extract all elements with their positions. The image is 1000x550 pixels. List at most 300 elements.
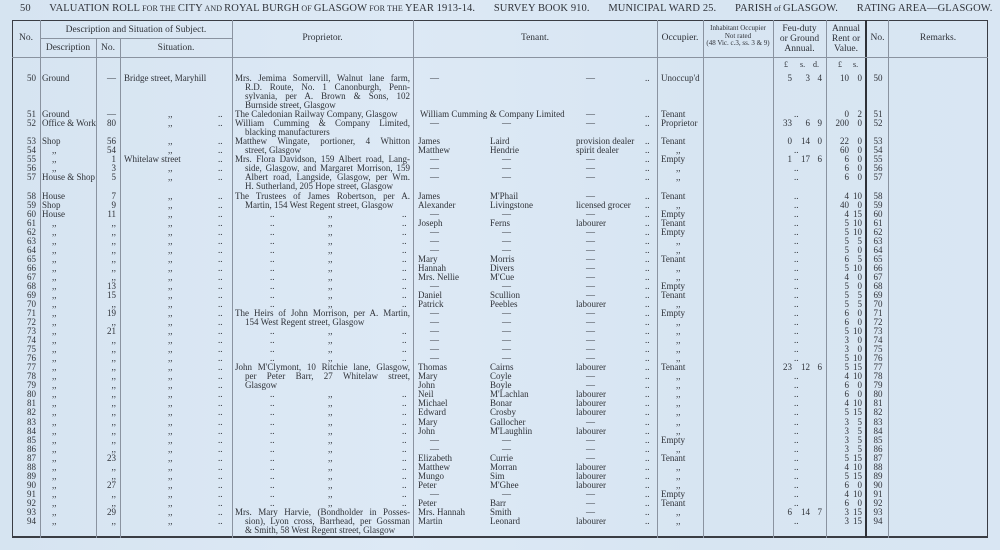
occupier: Tenant (661, 497, 686, 508)
tenant-dots: .. (645, 479, 650, 490)
situation: ,, (168, 497, 173, 508)
tenant-first-name: Matthew (418, 461, 450, 472)
situation: ,, (168, 308, 173, 319)
rent-shillings: 10 (853, 226, 862, 237)
tenant-surname: — (502, 172, 511, 183)
proprietor-line: Glasgow (245, 380, 277, 391)
entry-number: 89 (27, 470, 36, 481)
proprietor-ditto-mark: ,, (328, 226, 333, 237)
proprietor-ditto-dots: .. (270, 344, 275, 355)
header-no: No. (19, 33, 33, 43)
feu-pounds: 1 (787, 154, 792, 165)
street-number: ,, (111, 217, 116, 228)
situation-dots: .. (218, 488, 223, 499)
column-divider (40, 20, 41, 538)
proprietor-ditto-dots: .. (402, 407, 407, 418)
situation: ,, (168, 226, 173, 237)
feu-empty: .. (794, 479, 799, 490)
feu-shillings: 17 (801, 154, 810, 165)
rent-shillings: 0 (857, 172, 862, 183)
rent-shillings: 15 (853, 362, 862, 373)
situation-dots: .. (218, 154, 223, 165)
tenant-occupation: — (586, 380, 595, 391)
situation: ,, (168, 362, 173, 373)
proprietor-ditto-dots: .. (270, 479, 275, 490)
rent-shillings: 0 (857, 280, 862, 291)
proprietor-ditto-mark: ,, (328, 461, 333, 472)
proprietor-ditto-mark: ,, (328, 407, 333, 418)
description: ,, (52, 389, 57, 400)
tenant-first-name: Martin (418, 515, 443, 526)
situation-dots: .. (218, 217, 223, 228)
feu-empty: .. (794, 497, 799, 508)
tenant-surname: — (502, 488, 511, 499)
entry-number-right: 74 (873, 335, 883, 346)
tenant-occupation: — (586, 506, 595, 517)
entry-number: 61 (27, 217, 36, 228)
feu-empty: .. (794, 308, 799, 319)
proprietor-line: side, Glasgow, and Margaret Morrison, 159 (245, 163, 410, 174)
entry-number: 88 (27, 461, 36, 472)
proprietor-line: Mrs. Flora Davidson, 159 Albert road, Lang- (235, 154, 410, 165)
tenant-occupation: — (586, 163, 595, 174)
feu-empty: .. (794, 317, 799, 328)
entry-number-right: 60 (873, 208, 883, 219)
tenant-occupation: spirit dealer (576, 145, 619, 156)
situation: ,, (168, 244, 173, 255)
tenant-first-name: Daniel (418, 289, 442, 300)
street-number: ,, (111, 271, 116, 282)
rent-shillings: 0 (857, 73, 862, 83)
description: ,, (52, 253, 57, 264)
tenant-first-name: — (430, 326, 439, 337)
proprietor-ditto-mark: ,, (328, 344, 333, 355)
unit-shillings: s. (853, 60, 859, 69)
occupier: ,, (676, 470, 681, 481)
entry-number: 86 (27, 443, 36, 454)
proprietor-line: John M'Clymont, 10 Ritchie lane, Glasgow, (235, 362, 410, 373)
entry-number: 73 (27, 326, 36, 337)
description: ,, (52, 434, 57, 445)
proprietor-ditto-dots: .. (270, 497, 275, 508)
header-number: No. (101, 43, 115, 53)
tenant-first-name: — (430, 308, 439, 319)
occupier: ,, (676, 299, 681, 309)
entry-number: 91 (27, 488, 36, 499)
tenant-dots: .. (645, 208, 650, 219)
proprietor-ditto-mark: ,, (328, 262, 333, 273)
feu-pence: 4 (817, 73, 822, 83)
entry-number: 90 (27, 479, 36, 490)
column-divider-thick (865, 20, 867, 538)
tenant-occupation: — (586, 289, 595, 300)
proprietor-line: blacking manufacturers (245, 127, 330, 138)
entry-number: 78 (27, 371, 36, 382)
feu-empty: .. (794, 289, 799, 300)
tenant-dots: .. (645, 299, 650, 309)
tenant-occupation: labourer (576, 425, 606, 436)
situation: ,, (168, 280, 173, 291)
situation-dots: .. (218, 118, 223, 129)
tenant-dots: .. (645, 434, 650, 445)
proprietor-line: William Cumming & Company Limited, (235, 118, 410, 129)
rent-pounds: 4 (844, 271, 849, 282)
proprietor-line: Mrs. Mary Harvie, (Bondholder in Posses- (235, 506, 410, 517)
proprietor-ditto-dots: .. (402, 262, 407, 273)
proprietor-ditto-dots: .. (270, 253, 275, 264)
feu-shillings: 6 (805, 118, 810, 129)
rent-pounds: 5 (844, 299, 849, 309)
tenant-first-name: Elizabeth (418, 452, 452, 463)
street-number: 3 (111, 163, 116, 174)
header-line: Rent or (831, 34, 861, 44)
tenant-occupation: — (586, 253, 595, 264)
tenant-dots: .. (645, 308, 650, 319)
rent-pounds: 3 (844, 434, 849, 445)
entry-number: 70 (27, 299, 36, 309)
tenant-first-name: Edward (418, 407, 446, 418)
occupier: ,, (676, 425, 681, 436)
entry-number-right: 51 (873, 109, 883, 120)
rent-shillings: 5 (857, 299, 862, 309)
proprietor-ditto-dots: .. (402, 497, 407, 508)
rent-pounds: 10 (840, 73, 849, 83)
feu-pounds: 33 (783, 118, 792, 129)
proprietor-ditto-dots: .. (402, 226, 407, 237)
tenant-surname: — (502, 434, 511, 445)
proprietor-ditto-dots: .. (270, 271, 275, 282)
header-tenant: Tenant. (520, 33, 550, 43)
occupier: Empty (661, 208, 685, 219)
proprietor-ditto-dots: .. (402, 416, 407, 427)
occupier: ,, (676, 479, 681, 490)
feu-empty: .. (794, 461, 799, 472)
tenant-dots: .. (645, 118, 650, 129)
description: ,, (52, 461, 57, 472)
tenant-first-name: James (418, 190, 440, 201)
feu-empty: .. (794, 326, 799, 337)
tenant-surname: — (502, 308, 511, 319)
proprietor-ditto-mark: ,, (328, 271, 333, 282)
feu-empty: .. (794, 163, 799, 174)
rent-pounds: 5 (844, 262, 849, 273)
tenant-dots: .. (645, 515, 650, 526)
rent-pounds: 3 (844, 425, 849, 436)
description: ,, (52, 398, 57, 409)
occupier: Empty (661, 308, 685, 319)
occupier: Unoccup'd (661, 73, 700, 83)
rent-shillings: 0 (857, 308, 862, 319)
entry-number: 93 (27, 506, 36, 517)
tenant-occupation: labourer (576, 407, 606, 418)
situation: ,, (168, 398, 173, 409)
description: ,, (52, 470, 57, 481)
proprietor-ditto-dots: .. (270, 335, 275, 346)
proprietor-ditto-dots: .. (270, 280, 275, 291)
situation: Bridge street, Maryhill (124, 73, 207, 83)
description: ,, (52, 217, 57, 228)
proprietor-ditto-dots: .. (402, 389, 407, 400)
tenant-surname: — (502, 208, 511, 219)
proprietor-ditto-mark: ,, (328, 434, 333, 445)
survey-book: SURVEY BOOK 910. (493, 3, 590, 14)
proprietor-ditto-dots: .. (402, 289, 407, 300)
entry-number-right: 72 (873, 317, 883, 328)
rent-shillings: 0 (857, 145, 862, 156)
proprietor-ditto-dots: .. (270, 208, 275, 219)
feu-shillings: 12 (801, 362, 810, 373)
situation-dots: .. (218, 497, 223, 508)
tenant-surname: Sim (490, 470, 505, 481)
street-number: 11 (107, 208, 116, 219)
header-line: Annual (832, 24, 860, 34)
tenant-surname: Livingstone (490, 199, 533, 210)
entry-number: 63 (27, 235, 36, 246)
tenant-first-name: Matthew (418, 145, 450, 156)
rent-pounds: 6 (844, 497, 849, 508)
feu-empty: .. (794, 407, 799, 418)
occupier: ,, (676, 443, 681, 454)
page-number: 50 (20, 3, 31, 14)
entry-number: 52 (27, 118, 36, 129)
tenant-surname: Smith (490, 506, 512, 517)
tenant-dots: .. (645, 145, 650, 156)
rent-shillings: 15 (853, 208, 862, 219)
tenant-surname: — (502, 118, 511, 129)
situation: ,, (168, 416, 173, 427)
occupier: ,, (676, 271, 681, 282)
column-divider (657, 20, 658, 538)
situation: ,, (168, 470, 173, 481)
description: ,, (52, 271, 57, 282)
situation-dots: .. (218, 443, 223, 454)
proprietor-line: Burnside street, Glasgow (245, 100, 336, 111)
rent-shillings: 0 (857, 154, 862, 165)
proprietor-ditto-dots: .. (402, 208, 407, 219)
street-number: 1 (111, 154, 116, 165)
tenant-dots: .. (645, 73, 650, 83)
header-description: Description (45, 43, 91, 53)
title-word: YEAR 1913-14. (404, 3, 476, 14)
entry-number: 82 (27, 407, 36, 418)
header-inhabitant-occupier (703, 25, 773, 48)
tenant-surname: Ferns (490, 217, 510, 228)
proprietor-ditto-dots: .. (402, 443, 407, 454)
tenant-occupation: labourer (576, 479, 606, 490)
proprietor-ditto-mark: ,, (328, 253, 333, 264)
column-divider (96, 38, 97, 538)
tenant-name: William Cumming & Company Limited (420, 109, 565, 120)
entry-number-right: 71 (873, 308, 883, 319)
situation: ,, (168, 506, 173, 517)
tenant-surname: — (502, 235, 511, 246)
feu-pounds: 6 (787, 506, 792, 517)
tenant-first-name: Michael (418, 398, 448, 409)
tenant-first-name: — (430, 344, 439, 355)
situation-dots: .. (218, 226, 223, 237)
situation: ,, (168, 407, 173, 418)
entry-number: 60 (27, 208, 36, 219)
tenant-surname: M'Laughlin (490, 425, 533, 436)
entry-number-right: 56 (873, 163, 883, 174)
tenant-first-name: — (430, 335, 439, 346)
proprietor-ditto-dots: .. (402, 425, 407, 436)
street-number: ,, (111, 488, 116, 499)
tenant-surname: — (502, 344, 511, 355)
proprietor-line: & Smith, 58 West Regent street, Glasgow (245, 525, 396, 535)
rent-shillings: 15 (853, 452, 862, 463)
tenant-surname: Barr (490, 497, 506, 508)
feu-empty: .. (794, 488, 799, 499)
occupier: ,, (676, 506, 681, 517)
entry-number: 64 (27, 244, 36, 255)
feu-empty: .. (794, 416, 799, 427)
tenant-first-name: Mrs. Hannah (418, 506, 465, 517)
situation-dots: .. (218, 398, 223, 409)
tenant-first-name: — (430, 434, 439, 445)
proprietor-ditto-dots: .. (270, 389, 275, 400)
tenant-occupation: — (586, 353, 595, 364)
parish (735, 3, 838, 14)
entry-number-right: 64 (873, 244, 883, 255)
tenant-dots: .. (645, 136, 650, 147)
description: ,, (52, 371, 57, 382)
tenant-occupation: labourer (576, 461, 606, 472)
header-line: Value. (833, 44, 858, 54)
rent-shillings: 10 (853, 461, 862, 472)
occupier: ,, (676, 416, 681, 427)
occupier: ,, (676, 163, 681, 174)
tenant-dots: .. (645, 244, 650, 255)
rent-pounds: 5 (844, 353, 849, 364)
tenant-occupation: — (586, 172, 595, 183)
entry-number: 68 (27, 280, 36, 291)
tenant-surname: Bonar (490, 398, 512, 409)
tenant-occupation: labourer (576, 515, 606, 526)
situation-dots: .. (218, 271, 223, 282)
feu-pence: 7 (817, 506, 822, 517)
street-number: ,, (111, 470, 116, 481)
tenant-surname: Boyle (490, 380, 512, 391)
description: ,, (52, 452, 57, 463)
situation-dots: .. (218, 253, 223, 264)
header-line: (48 Vic. c.3, ss. 3 & 9) (706, 39, 770, 47)
street-number: ,, (111, 380, 116, 391)
occupier: ,, (676, 389, 681, 400)
tenant-occupation: — (586, 73, 595, 83)
proprietor-ditto-dots: .. (270, 407, 275, 418)
rent-shillings: 10 (853, 190, 862, 201)
description: Shop (42, 199, 61, 210)
description: Ground (42, 109, 70, 120)
proprietor-ditto-dots: .. (402, 479, 407, 490)
rent-shillings: 10 (853, 353, 862, 364)
situation: ,, (168, 434, 173, 445)
street-number: 23 (107, 452, 116, 463)
tenant-dots: .. (645, 326, 650, 337)
rent-shillings: 0 (857, 479, 862, 490)
feu-empty: .. (794, 470, 799, 481)
proprietor-line: The Caledonian Railway Company, Glasgow (235, 109, 398, 120)
tenant-surname: M'Lachlan (490, 389, 529, 400)
title-connector: AND (202, 4, 225, 13)
entry-number-right: 61 (873, 217, 883, 228)
feu-shillings: 14 (801, 506, 810, 517)
occupier: Tenant (661, 217, 686, 228)
proprietor-line: The Heirs of John Morrison, per A. Martin, (235, 308, 410, 319)
rent-shillings: 0 (857, 344, 862, 355)
tenant-surname: — (502, 226, 511, 237)
situation-dots: .. (218, 461, 223, 472)
entry-number: 58 (27, 190, 36, 201)
rent-pounds: 6 (844, 172, 849, 183)
header-line: Inhabitant Occupier (710, 24, 766, 32)
header-bottom-line (12, 57, 988, 58)
occupier: Empty (661, 280, 685, 291)
tenant-surname: Gallocher (490, 416, 526, 427)
tenant-occupation: provision dealer (576, 136, 635, 147)
situation-dots: .. (218, 407, 223, 418)
entry-number-right: 93 (873, 506, 883, 517)
rating-area: RATING AREA—GLASGOW. (856, 3, 993, 14)
entry-number-right: 59 (873, 199, 883, 210)
entry-number-right: 89 (873, 470, 883, 481)
tenant-surname: — (502, 154, 511, 165)
description: Ground (42, 73, 70, 83)
occupier: Tenant (661, 190, 686, 201)
occupier: ,, (676, 461, 681, 472)
feu-empty: .. (794, 434, 799, 445)
header-remarks: Remarks. (919, 33, 957, 43)
title-word: GLASGOW (313, 3, 368, 14)
proprietor-ditto-dots: .. (270, 434, 275, 445)
column-divider (773, 20, 774, 538)
tenant-occupation: — (586, 235, 595, 246)
tenant-occupation: — (586, 190, 595, 201)
feu-empty: .. (794, 353, 799, 364)
entry-number: 84 (27, 425, 36, 436)
situation-dots: .. (218, 145, 223, 156)
proprietor-line: sylvania, per A. Brown & Sons, 102 (245, 91, 410, 102)
header-annual-rent (826, 24, 866, 54)
situation-dots: .. (218, 479, 223, 490)
proprietor-ditto-mark: ,, (328, 353, 333, 364)
tenant-surname: Crosby (490, 407, 517, 418)
description: ,, (52, 506, 57, 517)
tenant-dots: .. (645, 335, 650, 346)
proprietor-ditto-mark: ,, (328, 280, 333, 291)
municipal-ward: MUNICIPAL WARD 25. (608, 3, 717, 14)
tenant-first-name: Hannah (418, 262, 446, 273)
tenant-occupation: licensed grocer (576, 199, 631, 210)
entry-number: 71 (27, 308, 36, 319)
tenant-occupation: — (586, 335, 595, 346)
tenant-first-name: Mrs. Nellie (418, 271, 459, 282)
header-line: or Ground (779, 34, 820, 44)
tenant-first-name: — (430, 172, 439, 183)
situation-dots: .. (218, 362, 223, 373)
proprietor-ditto-dots: .. (402, 434, 407, 445)
tenant-occupation: — (586, 371, 595, 382)
tenant-surname: — (502, 326, 511, 337)
entry-number: 77 (27, 362, 36, 373)
feu-empty: .. (794, 271, 799, 282)
street-number: 5 (111, 172, 116, 183)
rent-pounds: 5 (844, 452, 849, 463)
rent-pounds: 5 (844, 226, 849, 237)
proprietor-line: The Trustees of James Robertson, per A. (235, 190, 410, 201)
entry-number: 54 (27, 145, 36, 156)
